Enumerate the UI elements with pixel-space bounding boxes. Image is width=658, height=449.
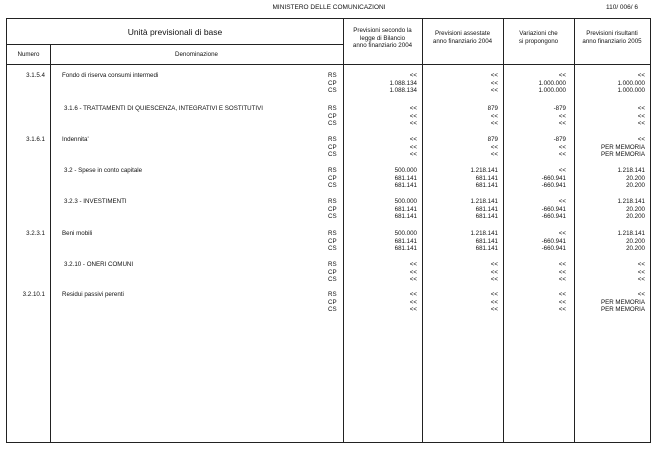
cell-value: << bbox=[409, 143, 417, 151]
cell-value: 20.200 bbox=[626, 213, 645, 221]
cell-value: 681.141 bbox=[475, 205, 498, 213]
col-header-variazioni: Variazioni che si propongono bbox=[518, 30, 559, 45]
cell-value: 20.200 bbox=[626, 182, 645, 190]
cell-value: RS bbox=[328, 261, 337, 268]
cell-value: << bbox=[637, 261, 645, 268]
row-denominazione: 3.1.6 - TRATTAMENTI DI QUIESCENZA, INTEGRATIVI E SOSTITUTIVI bbox=[64, 105, 263, 112]
cell-value: << bbox=[637, 72, 645, 79]
col-legge-values bbox=[343, 136, 417, 159]
cell-value: CP bbox=[328, 205, 337, 213]
cell-value: << bbox=[490, 298, 498, 306]
col-legge-values bbox=[343, 198, 417, 221]
cell-value: 681.141 bbox=[394, 237, 417, 245]
cell-value: RS bbox=[328, 136, 337, 143]
cell-value: << bbox=[490, 143, 498, 151]
cell-value: << bbox=[558, 143, 566, 151]
col-legge-values bbox=[343, 261, 417, 284]
row-type-labels bbox=[328, 291, 342, 314]
cell-value: << bbox=[558, 198, 566, 205]
row-type-labels bbox=[328, 136, 342, 159]
cell-value: << bbox=[558, 151, 566, 159]
col-risultanti-values bbox=[574, 291, 645, 314]
cell-value: CS bbox=[328, 306, 337, 314]
cell-value: << bbox=[558, 230, 566, 237]
row-type-labels bbox=[328, 72, 342, 95]
col-variazioni-values bbox=[503, 230, 566, 253]
cell-value: 1.218.141 bbox=[470, 230, 498, 237]
cell-value: << bbox=[409, 105, 417, 112]
col-assestate-values bbox=[422, 167, 498, 190]
cell-value: << bbox=[637, 120, 645, 128]
cell-value: -879 bbox=[553, 136, 566, 143]
cell-value: << bbox=[409, 268, 417, 276]
cell-value: << bbox=[490, 261, 498, 268]
cell-value: << bbox=[409, 112, 417, 120]
col-risultanti-values bbox=[574, 136, 645, 159]
cell-value: << bbox=[637, 268, 645, 276]
cell-value: RS bbox=[328, 230, 337, 237]
cell-value: 20.200 bbox=[626, 245, 645, 253]
cell-value: << bbox=[409, 151, 417, 159]
cell-value: CS bbox=[328, 245, 337, 253]
cell-value: 681.141 bbox=[394, 213, 417, 221]
cell-value: CP bbox=[328, 112, 337, 120]
cell-value: << bbox=[558, 261, 566, 268]
col-variazioni-values bbox=[503, 167, 566, 190]
cell-value: << bbox=[490, 120, 498, 128]
cell-value: << bbox=[409, 306, 417, 314]
cell-value: -660.941 bbox=[541, 237, 566, 245]
cell-value: RS bbox=[328, 167, 337, 174]
cell-value: << bbox=[490, 291, 498, 298]
cell-value: << bbox=[409, 298, 417, 306]
col-variazioni-values bbox=[503, 72, 566, 95]
cell-value: 681.141 bbox=[394, 205, 417, 213]
row-denominazione: Fondo di riserva consumi intermedi bbox=[62, 72, 159, 79]
cell-value: << bbox=[409, 261, 417, 268]
cell-value: 1.218.141 bbox=[617, 230, 645, 237]
col-variazioni-values bbox=[503, 105, 566, 128]
col-assestate-values bbox=[422, 198, 498, 221]
numero-header: Numero bbox=[17, 51, 40, 58]
cell-value: CS bbox=[328, 213, 337, 221]
col-header-assestate: Previsioni assestate anno finanziario 2004 bbox=[432, 30, 493, 45]
col-legge-values bbox=[343, 291, 417, 314]
cell-value: << bbox=[637, 291, 645, 298]
cell-value: << bbox=[558, 167, 566, 174]
cell-value: << bbox=[490, 151, 498, 159]
cell-value: 681.141 bbox=[394, 182, 417, 190]
cell-value: << bbox=[409, 276, 417, 284]
cell-value: CP bbox=[328, 79, 337, 87]
cell-value: 681.141 bbox=[394, 174, 417, 182]
col-assestate-values bbox=[422, 136, 498, 159]
row-type-labels bbox=[328, 198, 342, 221]
cell-value: CS bbox=[328, 151, 337, 159]
cell-value: 681.141 bbox=[394, 245, 417, 253]
cell-value: RS bbox=[328, 105, 337, 112]
cell-value: << bbox=[490, 79, 498, 87]
cell-value: << bbox=[558, 298, 566, 306]
cell-value: << bbox=[409, 72, 417, 79]
divider bbox=[7, 44, 343, 45]
cell-value: << bbox=[490, 276, 498, 284]
page-number: 110/ 006/ 6 bbox=[605, 4, 638, 11]
cell-value: PER MEMORIA bbox=[600, 298, 645, 306]
unit-title: Unità previsionali di base bbox=[127, 27, 223, 37]
cell-value: CP bbox=[328, 174, 337, 182]
col-risultanti-values bbox=[574, 261, 645, 284]
col-variazioni-values bbox=[503, 136, 566, 159]
row-denominazione: 3.2.10 - ONERI COMUNI bbox=[64, 261, 134, 268]
col-assestate-values bbox=[422, 105, 498, 128]
cell-value: << bbox=[558, 276, 566, 284]
col-legge-values bbox=[343, 167, 417, 190]
col-assestate-values bbox=[422, 230, 498, 253]
cell-value: CS bbox=[328, 120, 337, 128]
cell-value: CP bbox=[328, 237, 337, 245]
cell-value: << bbox=[409, 136, 417, 143]
cell-value: 1.088.134 bbox=[389, 87, 417, 95]
cell-value: << bbox=[637, 136, 645, 143]
cell-value: PER MEMORIA bbox=[600, 143, 645, 151]
cell-value: << bbox=[409, 291, 417, 298]
cell-value: << bbox=[490, 306, 498, 314]
cell-value: << bbox=[558, 120, 566, 128]
cell-value: RS bbox=[328, 72, 337, 79]
row-type-labels bbox=[328, 167, 342, 190]
row-denominazione: 3.2.3 - INVESTIMENTI bbox=[64, 198, 127, 205]
cell-value: -660.941 bbox=[541, 174, 566, 182]
cell-value: 1.218.141 bbox=[470, 167, 498, 174]
cell-value: 500.000 bbox=[394, 198, 417, 205]
cell-value: 681.141 bbox=[475, 237, 498, 245]
cell-value: 879 bbox=[487, 136, 498, 143]
col-assestate-values bbox=[422, 261, 498, 284]
cell-value: 1.000.000 bbox=[538, 79, 566, 87]
cell-value: << bbox=[637, 105, 645, 112]
cell-value: << bbox=[558, 268, 566, 276]
row-number: 3.1.5.4 bbox=[26, 72, 45, 79]
ministry-header: MINISTERO DELLE COMUNICAZIONI bbox=[272, 4, 386, 11]
cell-value: 1.000.000 bbox=[617, 87, 645, 95]
cell-value: 1.218.141 bbox=[470, 198, 498, 205]
col-header-risultanti: Previsioni risultanti anno finanziario 2005 bbox=[582, 30, 642, 45]
col-legge-values bbox=[343, 105, 417, 128]
denominazione-header: Denominazione bbox=[175, 51, 218, 58]
cell-value: -660.941 bbox=[541, 213, 566, 221]
divider bbox=[50, 44, 51, 442]
cell-value: RS bbox=[328, 198, 337, 205]
cell-value: PER MEMORIA bbox=[600, 306, 645, 314]
cell-value: << bbox=[558, 291, 566, 298]
cell-value: 681.141 bbox=[475, 213, 498, 221]
cell-value: 20.200 bbox=[626, 237, 645, 245]
cell-value: << bbox=[490, 268, 498, 276]
col-risultanti-values bbox=[574, 105, 645, 128]
cell-value: CP bbox=[328, 268, 337, 276]
col-variazioni-values bbox=[503, 198, 566, 221]
col-risultanti-values bbox=[574, 72, 645, 95]
row-denominazione: Residui passivi perenti bbox=[62, 291, 124, 298]
cell-value: 681.141 bbox=[475, 245, 498, 253]
cell-value: 500.000 bbox=[394, 230, 417, 237]
cell-value: -879 bbox=[553, 105, 566, 112]
col-variazioni-values bbox=[503, 261, 566, 284]
cell-value: << bbox=[490, 72, 498, 79]
cell-value: << bbox=[637, 112, 645, 120]
cell-value: CP bbox=[328, 298, 337, 306]
cell-value: -660.941 bbox=[541, 245, 566, 253]
cell-value: << bbox=[558, 112, 566, 120]
cell-value: << bbox=[409, 120, 417, 128]
cell-value: CP bbox=[328, 143, 337, 151]
row-type-labels bbox=[328, 230, 342, 253]
col-legge-values bbox=[343, 230, 417, 253]
cell-value: -660.941 bbox=[541, 182, 566, 190]
row-type-labels bbox=[328, 261, 342, 284]
cell-value: 1.218.141 bbox=[617, 198, 645, 205]
col-header-legge: Previsioni secondo la legge di Bilancio anno finanziario 2004 bbox=[352, 27, 413, 50]
cell-value: 500.000 bbox=[394, 167, 417, 174]
row-denominazione: Indennita' bbox=[62, 136, 89, 143]
cell-value: << bbox=[637, 276, 645, 284]
col-assestate-values bbox=[422, 72, 498, 95]
cell-value: 1.000.000 bbox=[538, 87, 566, 95]
cell-value: << bbox=[558, 72, 566, 79]
cell-value: -660.941 bbox=[541, 205, 566, 213]
cell-value: RS bbox=[328, 291, 337, 298]
divider bbox=[7, 64, 650, 65]
col-assestate-values bbox=[422, 291, 498, 314]
col-legge-values bbox=[343, 72, 417, 95]
cell-value: 20.200 bbox=[626, 205, 645, 213]
cell-value: 879 bbox=[487, 105, 498, 112]
col-risultanti-values bbox=[574, 198, 645, 221]
row-number: 3.2.3.1 bbox=[26, 230, 45, 237]
cell-value: CS bbox=[328, 87, 337, 95]
cell-value: 20.200 bbox=[626, 174, 645, 182]
col-risultanti-values bbox=[574, 230, 645, 253]
col-variazioni-values bbox=[503, 291, 566, 314]
cell-value: 1.000.000 bbox=[617, 79, 645, 87]
row-denominazione: Beni mobili bbox=[62, 230, 93, 237]
cell-value: 1.088.134 bbox=[389, 79, 417, 87]
cell-value: 1.218.141 bbox=[617, 167, 645, 174]
row-number: 3.1.6.1 bbox=[26, 136, 45, 143]
row-type-labels bbox=[328, 105, 342, 128]
cell-value: PER MEMORIA bbox=[600, 151, 645, 159]
cell-value: 681.141 bbox=[475, 182, 498, 190]
cell-value: << bbox=[558, 306, 566, 314]
cell-value: 681.141 bbox=[475, 174, 498, 182]
cell-value: << bbox=[490, 112, 498, 120]
cell-value: << bbox=[490, 87, 498, 95]
cell-value: CS bbox=[328, 276, 337, 284]
cell-value: CS bbox=[328, 182, 337, 190]
row-denominazione: 3.2 - Spese in conto capitale bbox=[64, 167, 143, 174]
budget-table bbox=[6, 18, 651, 443]
col-risultanti-values bbox=[574, 167, 645, 190]
row-number: 3.2.10.1 bbox=[22, 291, 45, 298]
